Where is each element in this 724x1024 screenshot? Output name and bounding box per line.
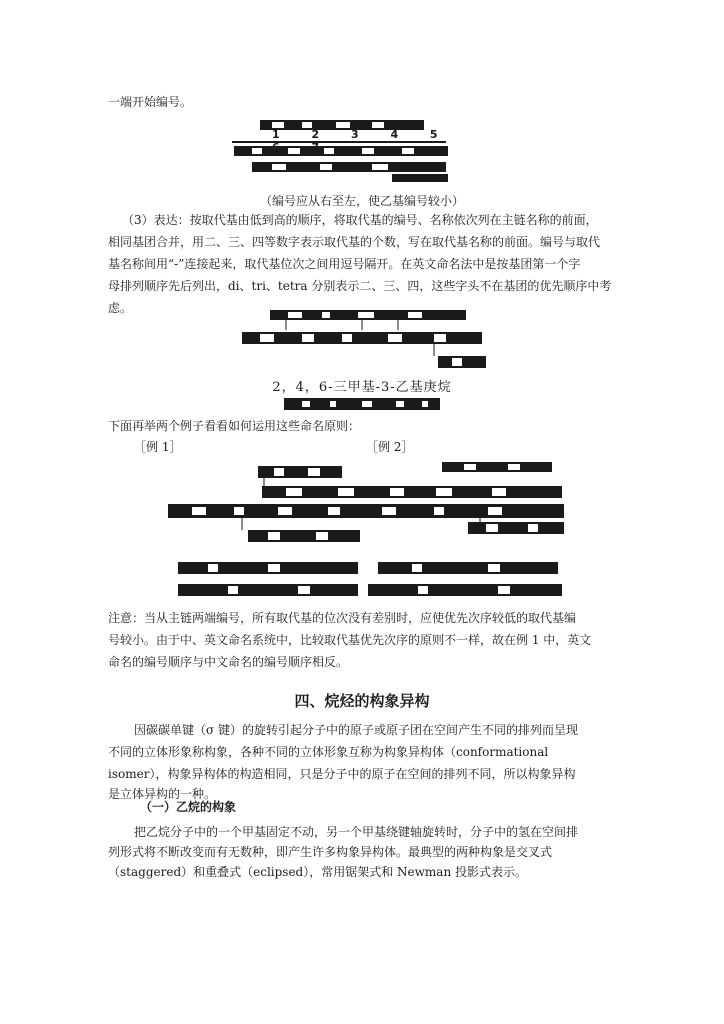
section-para-line-3: isomer），构象异构体的构造相同，只是分子中的原子在空间的排列不同，所以构象异构 [108,767,576,781]
section-heading: 四、烷烃的构象异构 [294,692,430,710]
subheading: （一）乙烷的构象 [140,800,237,814]
note-line-3: 命名的编号顺序与中文命名的编号顺序相反。 [108,655,349,669]
figure-2-structure [238,306,488,372]
figure-1-numbering: 1 2 3 4 5 6 7 [272,128,452,154]
figure-2-drawing [238,306,488,372]
examples-structures [168,458,564,604]
intro-line: 一端开始编号。 [108,95,193,109]
figure-1-caption: （编号应从右至左，使乙基编号较小） [259,194,464,208]
figure-2-name-cn: 2，4，6-三甲基-3-乙基庚烷 [272,380,452,395]
figure-2-name-en-drawing [284,398,440,410]
para3-line-3: 基名称间用“-”连接起来，取代基位次之间用逗号隔开。在英文命名法中是按基团第一个字 [108,257,581,271]
sub-para-line-3: （staggered）和重叠式（eclipsed），常用锯架式和 Newman 投影式表示。 [108,865,528,879]
para3-line-4: 母排列顺序先后列出，di、tri、tetra 分别表示二、三、四，这些字头不在基团的优先顺序中考 [108,279,612,293]
para3-line-2: 相同基团合并，用二、三、四等数字表示取代基的个数，写在取代基名称的前面。编号与取代 [108,235,601,249]
section-para-line-2: 不同的立体形象称构象，各种不同的立体形象互称为构象异构体（conformational [108,745,549,759]
para3-line-5: 虑。 [108,301,133,315]
para3-line-1: （3）表达：按取代基由低到高的顺序，将取代基的编号、名称依次列在主链名称的前面， [122,213,598,227]
sub-para-line-1: 把乙烷分子中的一个甲基固定不动，另一个甲基绕键轴旋转时，分子中的氢在空间排 [134,825,579,839]
note-line-2: 号较小。由于中、英文命名系统中，比较取代基优先次序的原则不一样，故在例 1 中，英文 [108,633,592,647]
section-para-line-1: 因碳碳单键（σ 键）的旋转引起分子中的原子或原子团在空间产生不同的排列而呈现 [134,723,579,737]
example-2-label: ［例 2］ [366,440,414,454]
section-para-line-4: 是立体异构的一种。 [108,787,217,801]
note-line-1: 注意：当从主链两端编号，所有取代基的位次没有差别时，应使优先次序较低的取代基编 [108,611,577,625]
examples-intro: 下面再举两个例子看看如何运用这些命名原则： [108,419,361,433]
sub-para-line-2: 列形式将不断改变而有无数种，即产生许多构象异构体。最典型的两种构象是交叉式 [108,845,553,859]
examples-drawing [168,458,564,604]
figure-1-structure [232,118,452,184]
figure-2-name-en [284,398,440,410]
example-1-label: ［例 1］ [134,440,182,454]
